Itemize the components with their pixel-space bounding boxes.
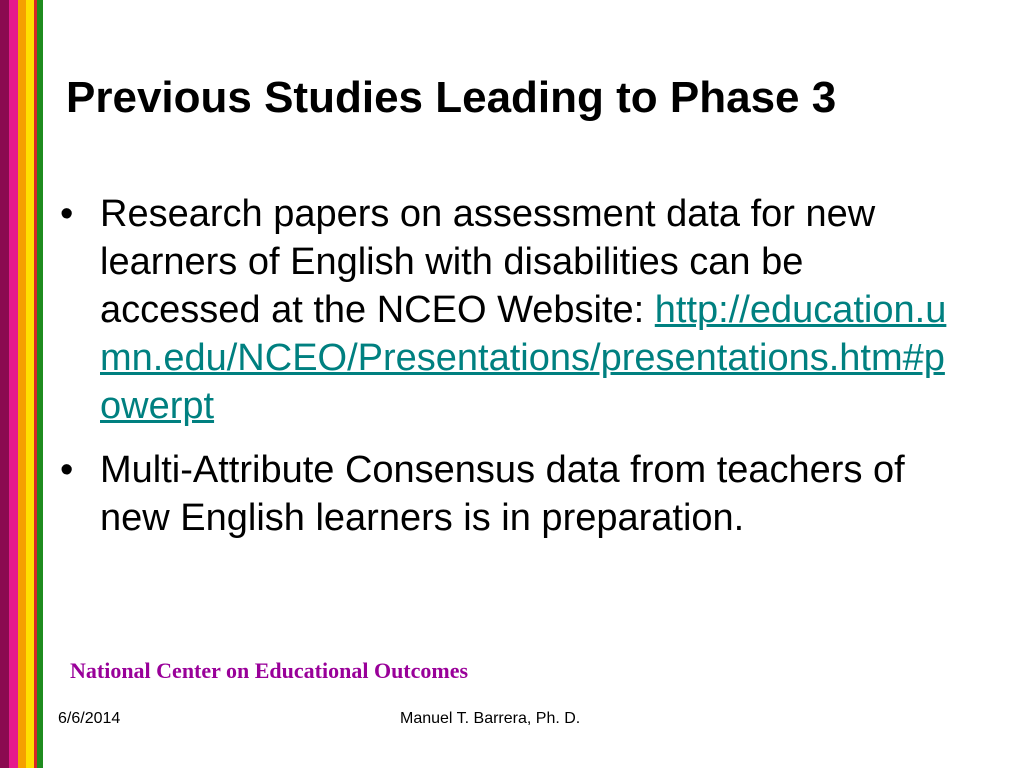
bullet-item-consensus-data (60, 446, 960, 542)
bullet-marker: • (60, 449, 74, 491)
stripe-maroon (0, 0, 9, 768)
bullet-marker: • (60, 193, 74, 235)
nceo-website-link[interactable]: http://education.umn.edu/NCEO/Presentations/presentations.htm#powerpt (100, 289, 947, 427)
stripe-yellow (26, 0, 34, 768)
footer-author: Manuel T. Barrera, Ph. D. (400, 710, 581, 727)
stripe-magenta (9, 0, 18, 768)
bullet-text: Research papers on assessment data for new learners of English with disabilities can be accessed at the NCEO Website: (100, 193, 876, 331)
slide-title: Previous Studies Leading to Phase 3 (66, 73, 837, 122)
stripe-green (37, 0, 43, 768)
bullet-item-research-papers (60, 190, 960, 430)
footer-date: 6/6/2014 (58, 710, 121, 727)
bullet-list (60, 190, 960, 558)
organization-name: National Center on Educational Outcomes (70, 658, 469, 683)
stripe-orange (18, 0, 26, 768)
bullet-text: Multi-Attribute Consensus data from teachers of new English learners is in preparation. (100, 449, 905, 539)
